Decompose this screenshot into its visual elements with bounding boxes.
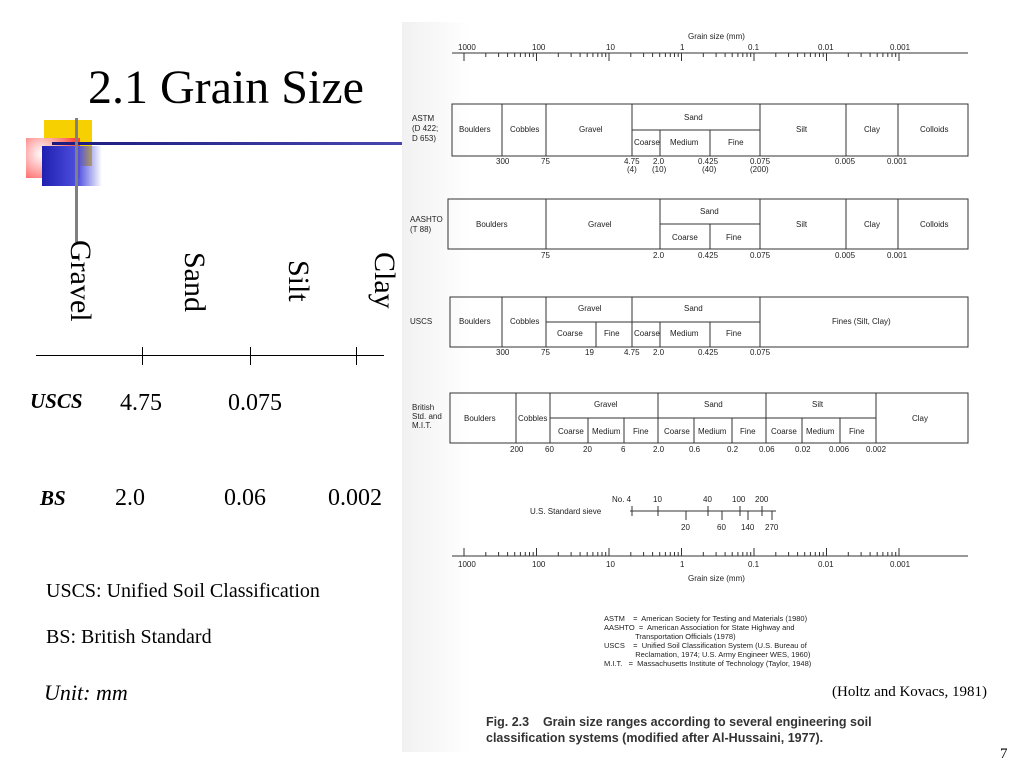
british-boundary: 0.006 <box>829 445 850 454</box>
title-underline <box>52 142 412 145</box>
british-silt-medium: Medium <box>806 427 835 436</box>
british-boundary: 60 <box>545 445 554 454</box>
soil-label-gravel: Gravel <box>64 240 97 322</box>
note-bs: BS: British Standard <box>46 626 212 648</box>
top-axis-label-1: 1 <box>680 43 685 52</box>
astm-boundary: 0.001 <box>887 157 908 166</box>
uscs-boundary-gravel-sand: 4.75 <box>120 390 162 416</box>
bs-boundary-silt-clay: 0.002 <box>328 485 382 511</box>
grain-size-classification-figure <box>402 22 972 752</box>
bottom-axis-label-0.001: 0.001 <box>890 560 911 569</box>
astm-name-line-3: D 653) <box>412 134 437 143</box>
top-axis-title: Grain size (mm) <box>688 32 745 41</box>
british-boundary: 2.0 <box>653 445 665 454</box>
figure-credit: (Holtz and Kovacs, 1981) <box>832 684 987 700</box>
astm-colloids: Colloids <box>920 125 949 134</box>
soil-label-clay: Clay <box>368 252 401 309</box>
uscs-boundary: 2.0 <box>653 348 665 357</box>
uscs-gravel-coarse: Coarse <box>557 329 583 338</box>
british-silt: Silt <box>812 400 824 409</box>
summary-axis-tick <box>356 347 357 365</box>
british-silt-coarse: Coarse <box>771 427 797 436</box>
sieve-20: 20 <box>681 523 690 532</box>
british-boundary: 0.6 <box>689 445 701 454</box>
sieve-270: 270 <box>765 523 779 532</box>
uscs-boundary: 0.075 <box>750 348 771 357</box>
astm-sand: Sand <box>684 113 703 122</box>
aashto-sand: Sand <box>700 207 719 216</box>
bottom-axis-title: Grain size (mm) <box>688 574 745 583</box>
aashto-boundary: 0.075 <box>750 251 771 260</box>
uscs-fines: Fines (Silt, Clay) <box>832 317 891 326</box>
british-sand: Sand <box>704 400 723 409</box>
astm-boundary: 300 <box>496 157 510 166</box>
astm-boundary: 4.75 <box>624 157 640 166</box>
british-cobbles: Cobbles <box>518 414 548 423</box>
uscs-gravel: Gravel <box>578 304 602 313</box>
astm-boundary: 0.425 <box>698 157 719 166</box>
abbrev-uscs-cont: Reclamation, 1974; U.S. Army Engineer WES, 1960) <box>604 650 811 659</box>
summary-axis-line <box>36 355 384 356</box>
sieve-no-4: No. 4 <box>612 495 632 504</box>
abbrev-mit: M.I.T. = Massachusetts Institute of Technology (Taylor, 1948) <box>604 659 812 668</box>
figure-caption: Fig. 2.3 Grain size ranges according to several engineering soil classification systems (modified after Al-Hussaini, 1977). <box>486 715 872 745</box>
aashto-boulders: Boulders <box>476 220 508 229</box>
british-boundary: 200 <box>510 445 524 454</box>
british-name-line-3: M.I.T. <box>412 421 432 430</box>
uscs-boundary: 0.425 <box>698 348 719 357</box>
aashto-boundary: 0.005 <box>835 251 856 260</box>
aashto-name-line-1: AASHTO <box>410 215 443 224</box>
uscs-boundary: 4.75 <box>624 348 640 357</box>
uscs-boundary: 75 <box>541 348 550 357</box>
note-uscs: USCS: Unified Soil Classification <box>46 580 320 602</box>
aashto-boundary: 0.001 <box>887 251 908 260</box>
astm-boundary: 0.005 <box>835 157 856 166</box>
astm-sand-medium: Medium <box>670 138 699 147</box>
bottom-axis-label-10: 10 <box>606 560 615 569</box>
british-gravel-medium: Medium <box>592 427 621 436</box>
astm-name-line-2: (D 422; <box>412 124 439 133</box>
british-boulders: Boulders <box>464 414 496 423</box>
soil-label-sand: Sand <box>178 252 211 312</box>
uscs-sand: Sand <box>684 304 703 313</box>
astm-gravel: Gravel <box>579 125 603 134</box>
british-gravel: Gravel <box>594 400 618 409</box>
top-axis-label-0.01: 0.01 <box>818 43 834 52</box>
british-sand-medium: Medium <box>698 427 727 436</box>
abbrev-aashto-cont: Transportation Officials (1978) <box>604 632 736 641</box>
astm-sieve: (40) <box>702 165 717 174</box>
uscs-boundary: 19 <box>585 348 594 357</box>
aashto-clay: Clay <box>864 220 881 229</box>
bottom-axis-label-0.1: 0.1 <box>748 560 760 569</box>
british-name-line-1: British <box>412 403 435 412</box>
title-accent-blue <box>42 146 102 186</box>
abbrev-aashto: AASHTO = American Association for State Highway and <box>604 623 795 632</box>
row-label-bs: BS <box>40 486 66 510</box>
uscs-boundary: 300 <box>496 348 510 357</box>
aashto-boundary: 0.425 <box>698 251 719 260</box>
abbrev-uscs: USCS = Unified Soil Classification System (U.S. Bureau of <box>604 641 807 650</box>
bs-boundary-gravel-sand: 2.0 <box>115 485 145 511</box>
top-axis-label-0.001: 0.001 <box>890 43 911 52</box>
astm-sieve: (4) <box>627 165 637 174</box>
astm-boundary: 0.075 <box>750 157 771 166</box>
astm-sieve: (10) <box>652 165 667 174</box>
aashto-colloids: Colloids <box>920 220 949 229</box>
abbrev-astm: ASTM = American Society for Testing and Materials (1980) <box>604 614 808 623</box>
uscs-cobbles: Cobbles <box>510 317 540 326</box>
summary-axis-tick <box>142 347 143 365</box>
british-boundary: 0.002 <box>866 445 887 454</box>
british-boundary: 6 <box>621 445 626 454</box>
slide-title: 2.1 Grain Size <box>88 61 364 114</box>
aashto-silt: Silt <box>796 220 808 229</box>
astm-silt: Silt <box>796 125 808 134</box>
uscs-sand-fine: Fine <box>726 329 742 338</box>
astm-boulders: Boulders <box>459 125 491 134</box>
uscs-sand-coarse: Coarse <box>634 329 660 338</box>
british-silt-fine: Fine <box>849 427 865 436</box>
row-label-uscs: USCS <box>30 389 83 413</box>
sieve-200: 200 <box>755 495 769 504</box>
bottom-axis-label-1000: 1000 <box>458 560 476 569</box>
sieve-40: 40 <box>703 495 712 504</box>
astm-boundary: 75 <box>541 157 550 166</box>
british-sand-coarse: Coarse <box>664 427 690 436</box>
aashto-sand-coarse: Coarse <box>672 233 698 242</box>
bs-boundary-sand-silt: 0.06 <box>224 485 266 511</box>
aashto-gravel: Gravel <box>588 220 612 229</box>
bottom-axis-label-100: 100 <box>532 560 546 569</box>
british-name-line-2: Std. and <box>412 412 442 421</box>
british-clay: Clay <box>912 414 929 423</box>
uscs-name: USCS <box>410 317 433 326</box>
unit-note: Unit: mm <box>44 680 128 705</box>
astm-boundary: 2.0 <box>653 157 665 166</box>
bottom-axis-label-1: 1 <box>680 560 685 569</box>
sieve-10: 10 <box>653 495 662 504</box>
aashto-sand-fine: Fine <box>726 233 742 242</box>
astm-sieve: (200) <box>750 165 769 174</box>
british-boundary: 20 <box>583 445 592 454</box>
astm-sand-coarse: Coarse <box>634 138 660 147</box>
astm-cobbles: Cobbles <box>510 125 540 134</box>
uscs-boulders: Boulders <box>459 317 491 326</box>
sieve-label: U.S. Standard sieve <box>530 507 602 516</box>
sieve-100: 100 <box>732 495 746 504</box>
sieve-140: 140 <box>741 523 755 532</box>
uscs-boundary-sand-fines: 0.075 <box>228 390 282 416</box>
aashto-boundary: 2.0 <box>653 251 665 260</box>
uscs-gravel-fine: Fine <box>604 329 620 338</box>
page-number: 7 <box>1000 746 1008 762</box>
top-axis-label-10: 10 <box>606 43 615 52</box>
british-gravel-coarse: Coarse <box>558 427 584 436</box>
uscs-sand-medium: Medium <box>670 329 699 338</box>
british-boundary: 0.02 <box>795 445 811 454</box>
title-accent-vertical-line <box>75 118 78 242</box>
astm-clay: Clay <box>864 125 881 134</box>
top-axis-label-100: 100 <box>532 43 546 52</box>
aashto-boundary: 75 <box>541 251 550 260</box>
aashto-name-line-2: (T 88) <box>410 225 432 234</box>
summary-axis-tick <box>250 347 251 365</box>
british-sand-fine: Fine <box>740 427 756 436</box>
top-axis-label-0.1: 0.1 <box>748 43 760 52</box>
sieve-60: 60 <box>717 523 726 532</box>
bottom-axis-label-0.01: 0.01 <box>818 560 834 569</box>
soil-label-silt: Silt <box>282 260 315 302</box>
british-boundary: 0.06 <box>759 445 775 454</box>
astm-name-line-1: ASTM <box>412 114 435 123</box>
top-axis-label-1000: 1000 <box>458 43 476 52</box>
british-boundary: 0.2 <box>727 445 739 454</box>
astm-sand-fine: Fine <box>728 138 744 147</box>
british-gravel-fine: Fine <box>633 427 649 436</box>
